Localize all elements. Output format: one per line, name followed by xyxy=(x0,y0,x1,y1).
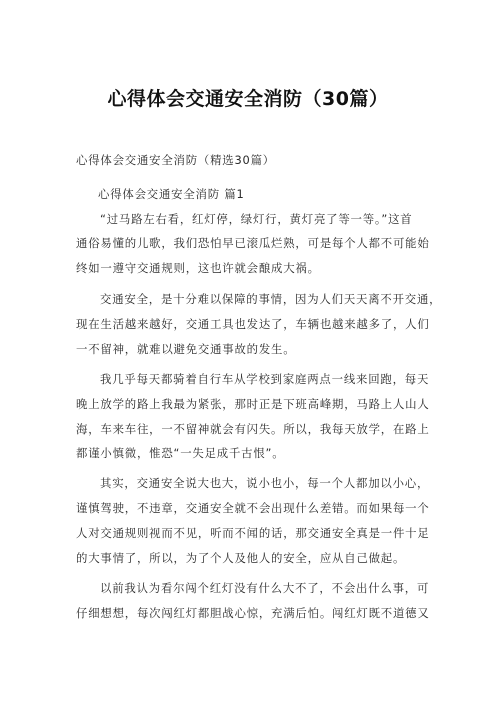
paragraph-line: 的大事情了，所以，为了个人及他人的安全，应从自己做起。 xyxy=(76,551,406,565)
paragraph-line: 仔细想想，每次闯红灯都胆战心惊，充满后怕。闯红灯既不道德又 xyxy=(76,606,430,620)
paragraph-line: 谨慎驾驶，不违章，交通安全就不会出现什么差错。而如果每一个 xyxy=(76,501,430,515)
paragraph-line: 晚上放学的路上我最为紧张，那时正是下班高峰期，马路上人山人 xyxy=(76,397,430,411)
paragraph-line: 现在生活越来越好，交通工具也发达了，车辆也越来越多了，人们 xyxy=(76,317,430,331)
paragraph-line: “过马路左右看，红灯停，绿灯行，黄灯亮了等一等。”这首 xyxy=(100,212,413,226)
document-title: 心得体会交通安全消防（30篇） xyxy=(107,88,389,110)
paragraph-line: 以前我认为看尔闯个红灯没有什么大不了，不会出什么事，可 xyxy=(100,581,430,595)
paragraph-line: 交通安全，是十分难以保障的事情，因为人们天天离不开交通， xyxy=(100,292,442,306)
document-subtitle: 心得体会交通安全消防（精选30篇） xyxy=(76,153,275,167)
paragraph-line: 我几乎每天都骑着自行车从学校到家庭两点一线来回跑，每天 xyxy=(100,372,430,386)
paragraph-line: 人对交通规则视而不见，听而不闻的话，那交通安全真是一件十足 xyxy=(76,526,430,540)
paragraph-line: 海，车来车往，一不留神就会有闪失。所以，我每天放学，在路上 xyxy=(76,422,430,436)
paragraph-line: 终如一遵守交通规则，这也许就会酿成大祸。 xyxy=(76,261,320,275)
paragraph-line: 一不留神，就难以避免交通事故的发生。 xyxy=(76,342,296,356)
paragraph-line: 其实，交通安全说大也大，说小也小，每一个人都加以小心， xyxy=(100,476,430,490)
paragraph-line: 通俗易懂的儿歌，我们恐怕早已滚瓜烂熟，可是每个人都不可能始 xyxy=(76,236,430,250)
paragraph-line: 都谨小慎微，惟恐“一失足成千古恨”。 xyxy=(76,446,285,460)
section-heading: 心得体会交通安全消防 篇1 xyxy=(98,187,245,201)
